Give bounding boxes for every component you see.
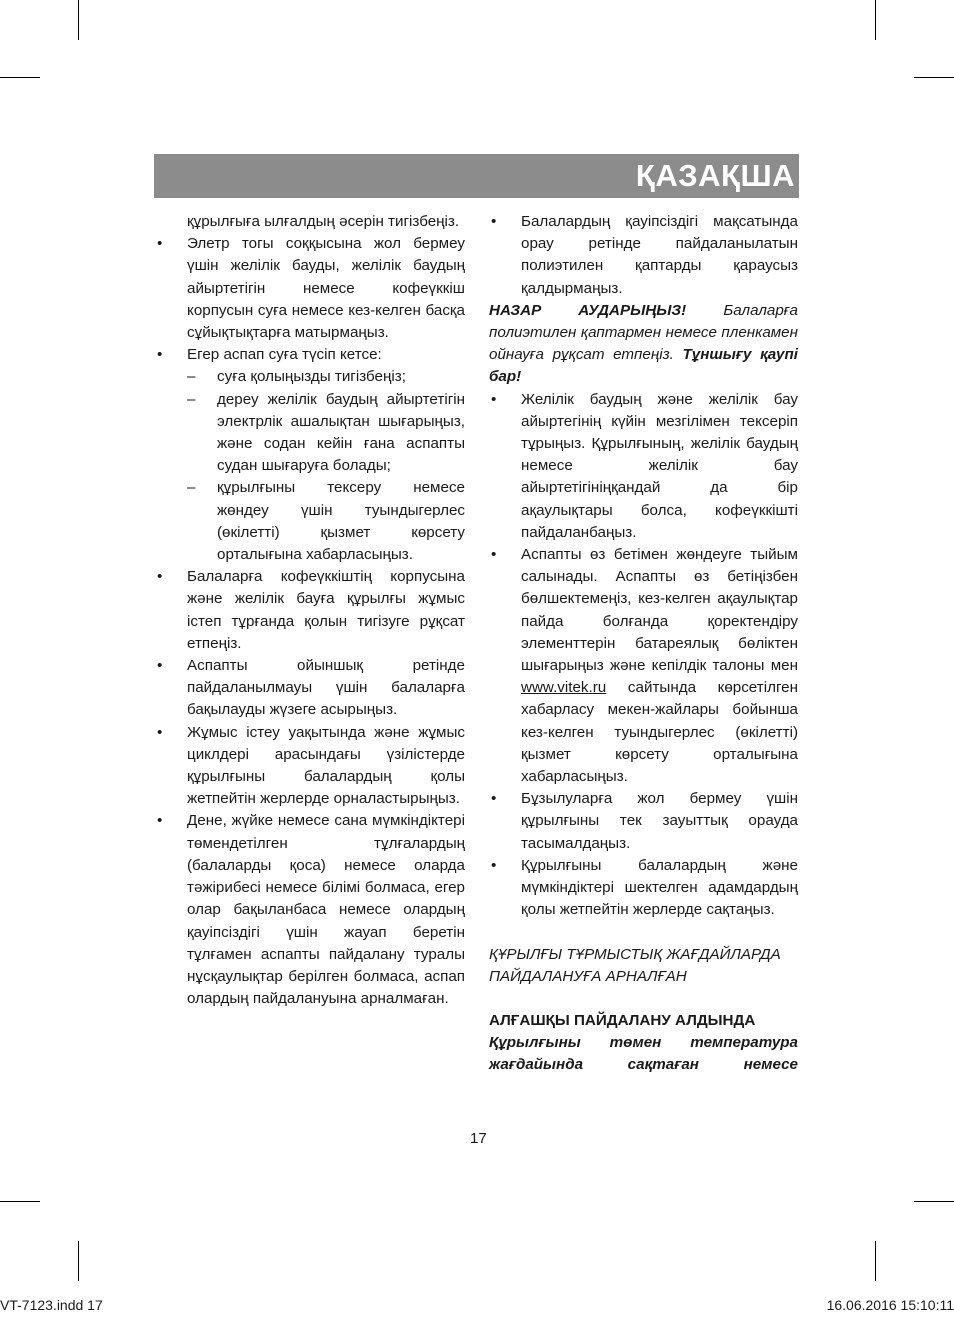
first-use-heading: АЛҒАШҚЫ ПАЙДАЛАНУ АЛДЫНДА bbox=[489, 1011, 756, 1029]
bullet-icon: • bbox=[157, 568, 163, 586]
bullet-icon: • bbox=[491, 856, 497, 874]
warning-label: НАЗАР АУДАРЫҢЫЗ! bbox=[489, 301, 687, 319]
crop-mark bbox=[914, 1201, 954, 1202]
left-column bbox=[155, 211, 465, 1010]
warning-text: Балаларға полиэтилен қаптармен немесе пленкамен ойнауға рұқсат етпеңіз. bbox=[489, 301, 798, 364]
crop-mark bbox=[875, 0, 876, 40]
list-item: • Желілік баудың және желілік бау айыртегінің күйін мезгілімен тексеріп тұрыңыз. Құрылғының, желілік баудың немесе желілік бау айыртетігініңқандай да бір ақаулықтары болса, кофеүккішті пайдаланбаңыз. bbox=[491, 390, 798, 541]
list-item: • Балаларға кофеүккіштің корпусына және желілік бауға құрылғы жұмыс істеп тұрғанда қолын тигізуге рұқсат етпеңіз. bbox=[157, 568, 465, 652]
sub-list-item: – суға қолыңызды тигізбеңіз; bbox=[155, 366, 465, 388]
bullet-icon: • bbox=[491, 546, 497, 564]
bullet-icon: • bbox=[157, 346, 163, 364]
crop-mark bbox=[78, 1241, 79, 1281]
list-item: • Дене, жүйке немесе сана мүмкіндіктері төмендетілген тұлғалардың (балаларды қоса) немесе оларда тәжірибесі немесе білімі болмаса, егер олар бақыланбаса немесе олардың қауіпсіздігі үшін жауап беретін тұлғамен аспапты пайдалану туралы нұсқаулықтар берілген болмаса, аспап олардың пайдалануына арналмаған. bbox=[157, 812, 465, 1008]
bullet-icon: • bbox=[157, 657, 163, 675]
list-item: • Аспапты ойыншық ретінде пайдаланылмауы үшін балаларға бақылауды жүзеге асырыңыз. bbox=[157, 657, 465, 719]
crop-mark bbox=[875, 1241, 876, 1281]
sub-list-item: – құрылғыны тексеру немесе жөндеу үшін туындыгерлес (өкілетті) қызмет көрсету орталығына хабарласыңыз. bbox=[187, 479, 465, 564]
crop-mark bbox=[0, 77, 40, 78]
list-item: • Балалардың қауіпсіздігі мақсатында орау ретінде пайдаланылатын полиэтилен қаптарды қараусыз қалдырмаңыз. bbox=[491, 213, 798, 297]
household-note: ҚҰРЫЛҒЫ ТҰРМЫСТЫҚ ЖАҒДАЙЛАРДА ПАЙДАЛАНУҒА АРНАЛҒАН bbox=[489, 945, 781, 985]
bullet-icon: • bbox=[157, 723, 163, 741]
bullet-icon: • bbox=[491, 213, 497, 230]
bullet-icon: • bbox=[491, 390, 497, 408]
dash-icon: – bbox=[187, 390, 196, 408]
list-item: • Элетр тогы соққысына жол бермеу үшін желілік бауды, желілік баудың айыртетігін немесе кофеүккіш корпусын суға немесе кез-келген басқа сұйықтықтарға матырмаңыз. bbox=[157, 235, 465, 342]
crop-mark bbox=[78, 0, 79, 40]
list-item: • Егер аспап суға түсіп кетсе: bbox=[155, 344, 465, 366]
footer-file-info: VT-7123.indd 17 bbox=[0, 1297, 103, 1313]
footer-date-info: 16.06.2016 15:10:11 bbox=[826, 1297, 954, 1313]
first-use-text: Құрылғыны төмен температура жағдайында сақтаған немесе bbox=[489, 1034, 798, 1074]
warning-choke: Тұншығу қаупі бар! bbox=[489, 346, 798, 386]
dash-icon: – bbox=[187, 479, 196, 497]
language-header-bar bbox=[154, 154, 799, 198]
list-item: • Құрылғыны балалардың және мүмкіндіктері шектелген адамдардың қолы жетпейтін жерлерде сақтаңыз. bbox=[491, 856, 798, 919]
spacer bbox=[489, 922, 798, 944]
vitek-website-link[interactable]: www.vitek.ru bbox=[521, 679, 607, 697]
bullet-icon: • bbox=[491, 790, 497, 808]
list-item: • Жұмыс істеу уақытында және жұмыс циклдері арасындағы үзілістерде құрылғыны балалардың қолы жетпейтін жерлерде орналастырыңыз. bbox=[157, 723, 465, 808]
warning-block bbox=[489, 300, 798, 389]
spacer bbox=[489, 988, 798, 1010]
crop-mark bbox=[0, 1201, 40, 1202]
bullet-icon: • bbox=[157, 235, 163, 253]
bullet-icon: • bbox=[157, 812, 163, 830]
list-item: • Аспапты өз бетімен жөндеуге тыйым салынады. Аспапты өз бетіңізбен бөлшектемеңіз, кез-келген ақаулықтар пайда болғанда қоректендіру элементтерін батареялық бөліктен шығарыңыз және кепілдік талоны мен www.vitek.ru сайтында көрсетілген хабарласу мекен-жайлары бойынша кез-келген туындыгерлес (өкілетті) қызмет көрсету орталығына хабарласыңыз. bbox=[491, 546, 798, 786]
continuation-text: құрылғыға ылғалдың әсерін тигізбеңіз. bbox=[187, 213, 460, 230]
list-item: • Бұзылуларға жол бермеу үшін құрылғыны тек зауыттық орауда тасымалдаңыз. bbox=[491, 790, 798, 852]
right-column bbox=[489, 211, 798, 1077]
crop-mark bbox=[914, 77, 954, 78]
sub-list-item: – дереу желілік баудың айыртетігін электрлік ашалықтан шығарыңыз, және содан кейін ғана аспапты судан шығаруға болады; bbox=[187, 390, 465, 475]
dash-icon: – bbox=[187, 368, 196, 386]
page-number: 17 bbox=[470, 1130, 487, 1147]
language-title: ҚАЗАҚША bbox=[635, 158, 795, 193]
